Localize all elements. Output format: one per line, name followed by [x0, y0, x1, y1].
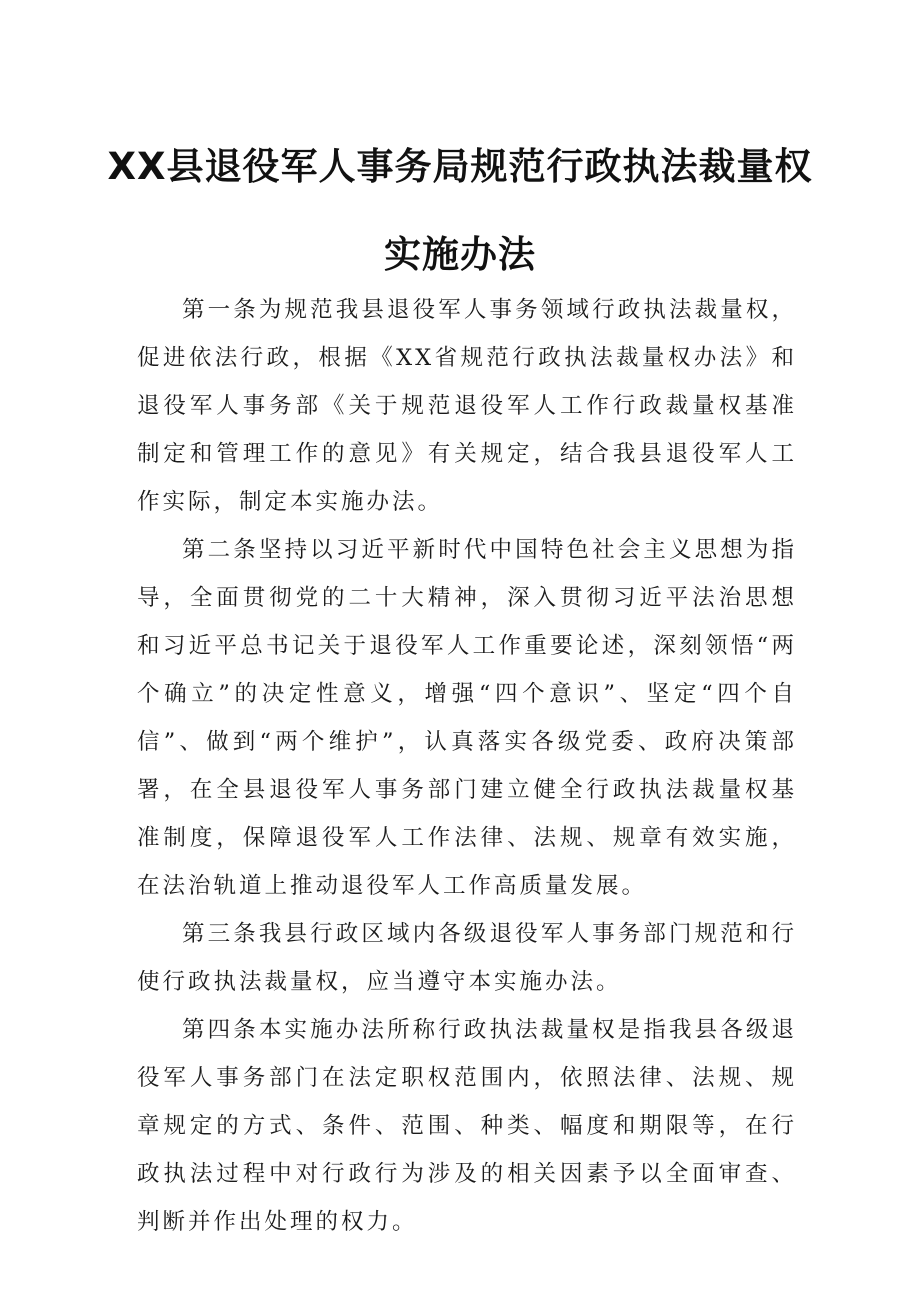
document-title-line-1: XX县退役军人事务局规范行政执法裁量权 — [107, 145, 813, 188]
article-3-paragraph: 第三条我县行政区域内各级退役军人事务部门规范和行使行政执法裁量权，应当遵守本实施办法。 — [137, 921, 797, 995]
article-4-paragraph: 第四条本实施办法所称行政执法裁量权是指我县各级退役军人事务部门在法定职权范围内，依照法律、法规、规章规定的方式、条件、范围、种类、幅度和期限等，在行政执法过程中对行政行为涉及的相关因素予以全面审查、判断并作出处理的权力。 — [137, 1017, 797, 1235]
article-2-paragraph: 第二条坚持以习近平新时代中国特色社会主义思想为指导，全面贯彻党的二十大精神，深入贯彻习近平法治思想和习近平总书记关于退役军人工作重要论述，深刻领悟“两个确立”的决定性意义，增强“四个意识”、坚定“四个自信”、做到“两个维护”，认真落实各级党委、政府决策部署，在全县退役军人事务部门建立健全行政执法裁量权基准制度，保障退役军人工作法律、法规、规章有效实施，在法治轨道上推动退役军人工作高质量发展。 — [137, 537, 797, 899]
article-1-paragraph: 第一条为规范我县退役军人事务领域行政执法裁量权，促进依法行政，根据《XX省规范行政执法裁量权办法》和退役军人事务部《关于规范退役军人工作行政裁量权基准制定和管理工作的意见》有关规定，结合我县退役军人工作实际，制定本实施办法。 — [137, 297, 797, 515]
document-title-line-2: 实施办法 — [384, 233, 536, 276]
document-body — [137, 286, 797, 1246]
